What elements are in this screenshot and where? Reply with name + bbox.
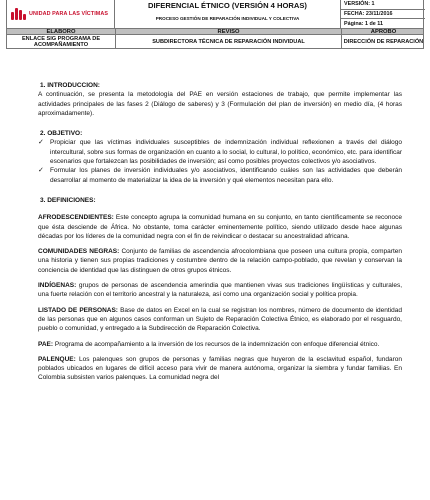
document-body (38, 81, 402, 383)
check-mark-icon: ✓ (38, 167, 44, 175)
reviso-value: SUBDIRECTORA TÉCNICA DE REPARACIÓN INDIVIDUAL (115, 35, 341, 48)
document-header (6, 0, 424, 49)
aprobo-value: DIRECCIÓN DE REPARACIÓN (341, 35, 425, 48)
definition-pae: PAE: Programa de acompañamiento a la inversión de los recursos de la indemnización con enfoque diferencial étnico. (38, 340, 380, 348)
header-roles-row (7, 34, 423, 48)
objective-item (38, 138, 402, 166)
objective-list (38, 138, 402, 184)
meta-cell (341, 0, 425, 28)
version-label: VERSIÓN: 1 (344, 1, 375, 8)
definition-comunidades-negras: COMUNIDADES NEGRAS: Conjunto de familias de ascendencia afrocolombiana que poseen una cultura propia, comparten una historia y tienen sus propias tradiciones y costumbre dentro de la relación campo-poblado, que revelan y conservan la conciencia de identidad que las distinguen de otros grupos étnicos. (38, 248, 402, 274)
process-name: PROCESO GESTIÓN DE REPARACIÓN INDIVIDUAL Y COLECTIVA (155, 16, 300, 21)
intro-heading: 1. INTRODUCCION: (40, 82, 100, 89)
document-title: DIFERENCIAL ÉTNICO (VERSIÓN 4 HORAS) (148, 1, 307, 10)
objective-text: Formular los planes de inversión individuales y/o asociativos, identificando cuáles son las actividades que deberán desarrollar al momento de materializar la idea de la inversión y qué elementos necesitan para ello. (50, 167, 402, 184)
intro-paragraph: A continuación, se presenta la metodología del PAE en versión estaciones de trabajo, que permite implementar las actividades principales de las fases 2 (Diálogo de saberes) y 3 (Formulación del plan de inversión) en medio día, (4 horas aproximadamente). (38, 91, 402, 117)
date-label: FECHA: 23/11/2016 (341, 9, 425, 19)
elaboro-value: ENLACE SIG PROGRAMA DE ACOMPAÑAMIENTO (21, 35, 101, 48)
definitions-heading: 3. DEFINICIONES: (40, 196, 96, 204)
header-label-bar (7, 28, 423, 34)
logo-text: UNIDAD PARA LAS VÍCTIMAS (29, 11, 109, 17)
unidad-victimas-logo-icon (11, 7, 27, 21)
definition-listado-personas: LISTADO DE PERSONAS: Base de datos en Excel en la cual se registran los nombres, número de documento de identidad de las personas que en algunos casos conforman un Sujeto de Reparación Colectiva Étnico, es elaborado por el resguardo, pueblo o comunidad, y entregado a la Subdirección de Reparación Colectiva. (38, 306, 402, 333)
definition-afrodescendientes: AFRODESCENDIENTES: Este concepto agrupa la comunidad humana en su conjunto, en tanto científicamente se reconoce que ésta desciende de África. No obstante, toma carácter eminentemente político, siendo utilizado desde hace algunas décadas por los líderes de la comunidad negra con el fin de reivindicar o destacar su ancestralidad africana. (38, 214, 402, 240)
title-cell (115, 0, 341, 28)
objective-heading: 2. OBJETIVO: (40, 130, 83, 138)
logo-cell (7, 0, 115, 28)
aprobo-label: APROBO (341, 29, 425, 35)
objective-text: Propiciar que las víctimas individuales susceptibles de indemnización individual reflexionen a través del diálogo intercultural, sobre sus formas de organización en cuanto a lo social, lo cultural, lo político, económico, etc. para identificar escenarios que fortalezcan las posibilidades de inversión; así como posibles proyectos colectivos y/o asociativos. (50, 139, 402, 166)
objective-item (38, 166, 402, 185)
definition-palenque: PALENQUE: Los palenques son grupos de personas y familias negras que huyeron de la esclavitud español, fundaron poblados ubicados en lugares de difícil acceso para vivir de manera autónoma, organizar la siembra y fundar familias. En Colombia subsisten varios palenques. La comunidad negra del (38, 355, 402, 382)
elaboro-label: ELABORO (46, 29, 76, 35)
definition-indigenas: INDÍGENAS: grupos de personas de ascendencia amerindia que mantienen vivas sus tradiciones lingüísticas y culturales, una fuerte relación con el territorio ancestral y la naturaleza, así como una organización social y política propia. (38, 282, 402, 299)
header-top-row (7, 0, 423, 28)
check-mark-icon: ✓ (38, 139, 44, 147)
page-label: Página: 1 de 11 (341, 18, 425, 28)
reviso-label: REVISO (115, 29, 341, 35)
